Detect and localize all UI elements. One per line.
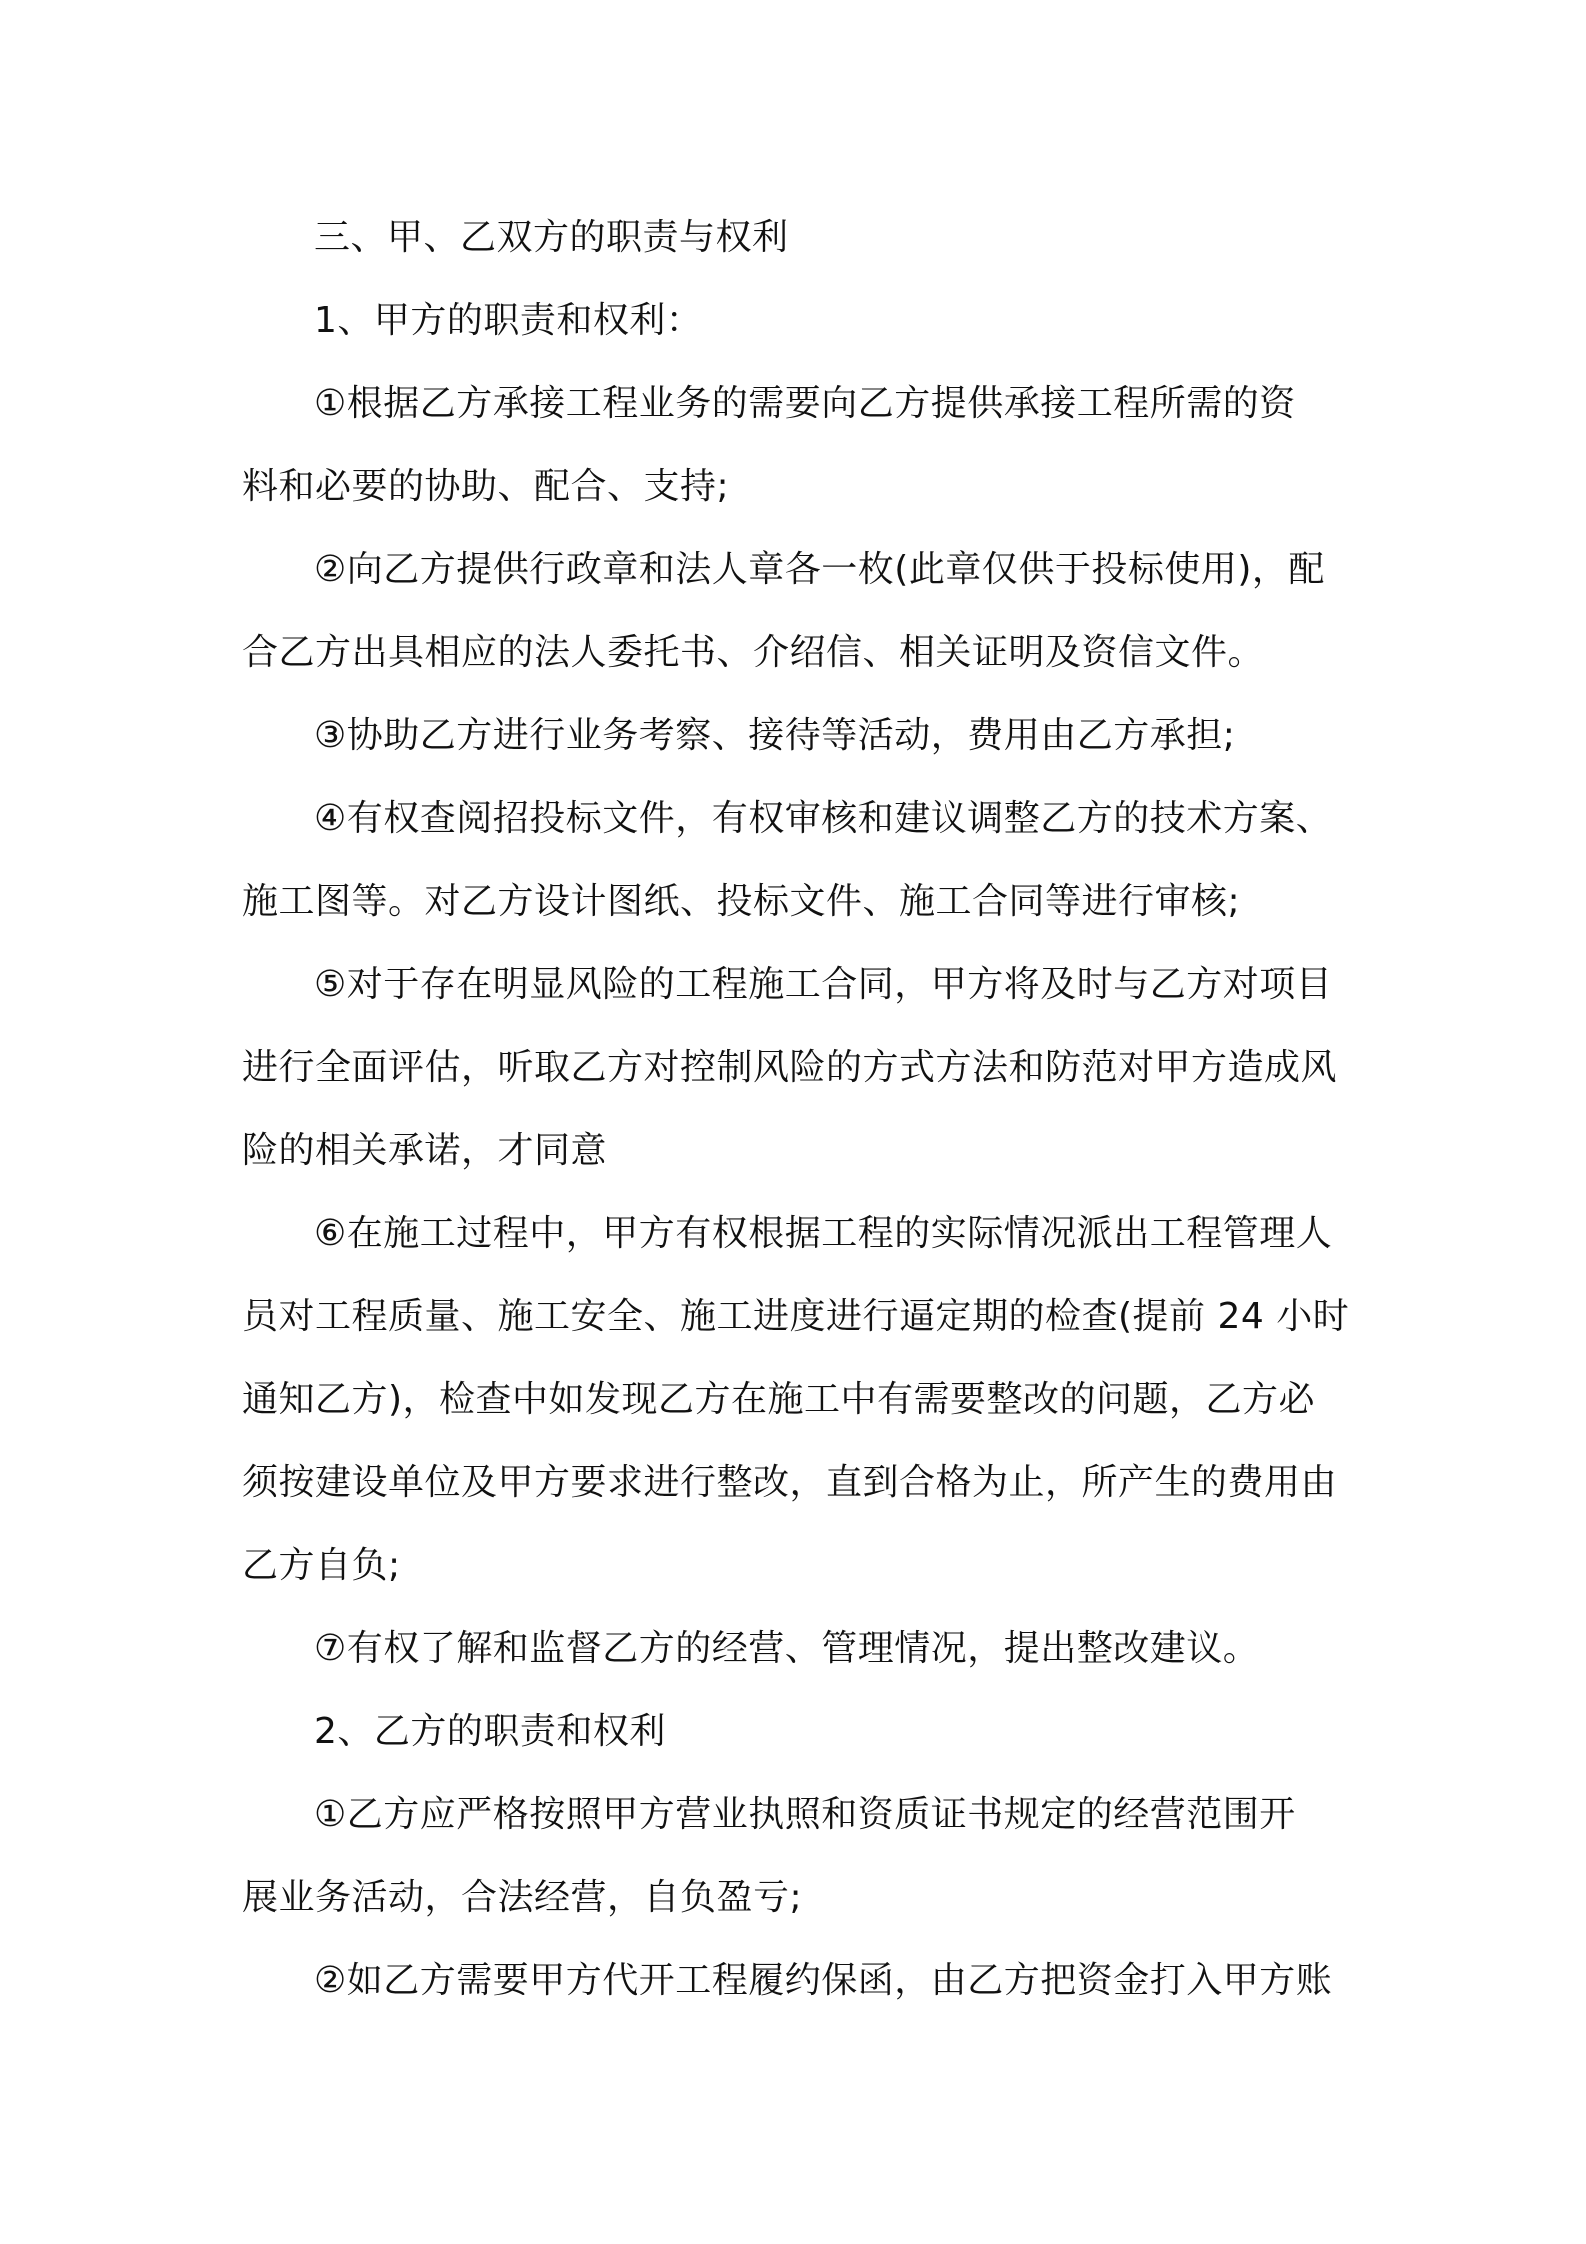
subsection-heading-party-b: 2、乙方的职责和权利 [314, 1711, 666, 1752]
paragraph-line: ⑥在施工过程中，甲方有权根据工程的实际情况派出工程管理人 [314, 1213, 1333, 1254]
paragraph-line: ④有权查阅招投标文件，有权审核和建议调整乙方的技术方案、 [314, 798, 1333, 839]
section-heading: 三、甲、乙双方的职责与权利 [314, 217, 789, 258]
paragraph-line: 须按建设单位及甲方要求进行整改，直到合格为止，所产生的费用由 [242, 1462, 1338, 1503]
paragraph-line: 险的相关承诺，才同意 [242, 1130, 608, 1171]
paragraph-line: 展业务活动，合法经营，自负盈亏; [242, 1877, 803, 1918]
paragraph-line: ①根据乙方承接工程业务的需要向乙方提供承接工程所需的资 [314, 383, 1296, 424]
paragraph-line: 乙方自负; [242, 1545, 401, 1586]
paragraph-line: 员对工程质量、施工安全、施工进度进行逼定期的检查(提前 24 小时 [242, 1296, 1350, 1337]
paragraph-line: ①乙方应严格按照甲方营业执照和资质证书规定的经营范围开 [314, 1794, 1296, 1835]
paragraph-line: 合乙方出具相应的法人委托书、介绍信、相关证明及资信文件。 [242, 632, 1265, 673]
paragraph-line: ⑦有权了解和监督乙方的经营、管理情况，提出整改建议。 [314, 1628, 1260, 1669]
document-body [242, 196, 1355, 2022]
paragraph-line: 进行全面评估，听取乙方对控制风险的方式方法和防范对甲方造成风 [242, 1047, 1338, 1088]
paragraph-line: ②如乙方需要甲方代开工程履约保函，由乙方把资金打入甲方账 [314, 1960, 1333, 2001]
subsection-heading-party-a: 1、甲方的职责和权利： [314, 300, 703, 341]
paragraph-line: 料和必要的协助、配合、支持; [242, 466, 730, 507]
paragraph-line: 施工图等。对乙方设计图纸、投标文件、施工合同等进行审核; [242, 881, 1241, 922]
paragraph-line: ②向乙方提供行政章和法人章各一枚(此章仅供于投标使用)，配 [314, 549, 1325, 590]
paragraph-line: 通知乙方)，检查中如发现乙方在施工中有需要整改的问题，乙方必 [242, 1379, 1316, 1420]
paragraph-line: ③协助乙方进行业务考察、接待等活动，费用由乙方承担; [314, 715, 1236, 756]
paragraph-line: ⑤对于存在明显风险的工程施工合同，甲方将及时与乙方对项目 [314, 964, 1333, 1005]
